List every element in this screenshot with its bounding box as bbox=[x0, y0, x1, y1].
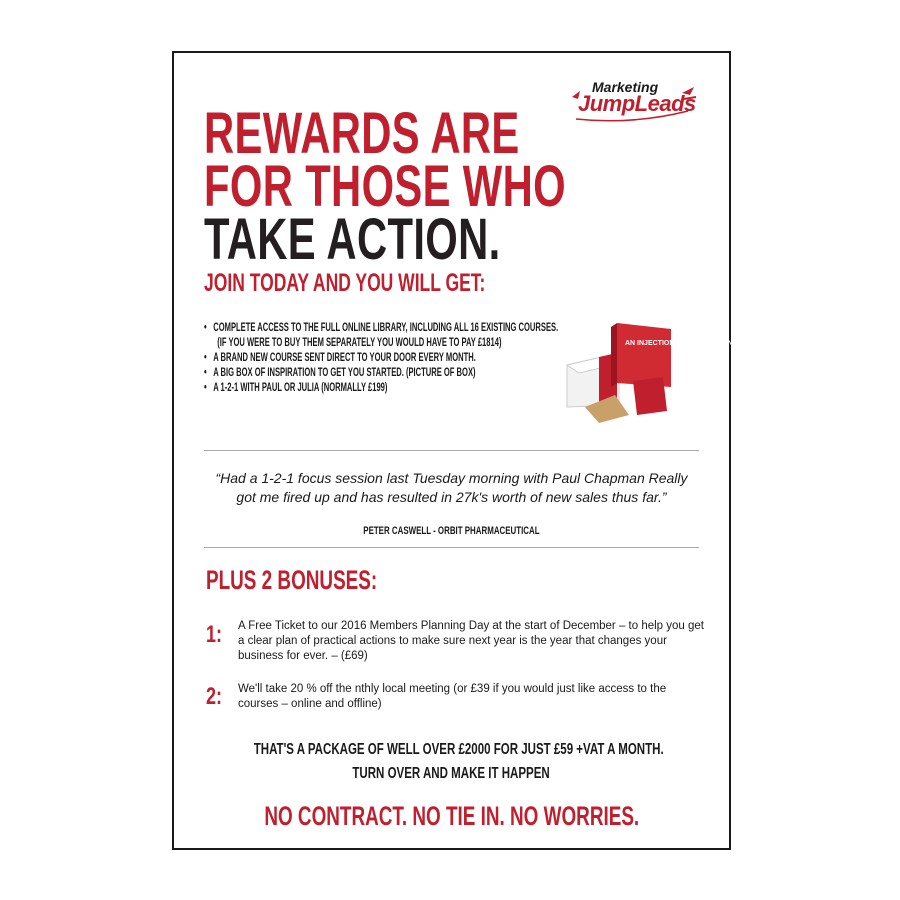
bullet-icon: • bbox=[204, 382, 207, 394]
logo-line-marketing: Marketing bbox=[592, 79, 659, 95]
inspiration-box-image bbox=[559, 315, 733, 425]
bullet-icon: • bbox=[204, 352, 207, 364]
book-cover-text: AN INJECTION OF INSPIRATION bbox=[625, 340, 733, 347]
benefit-text: A BRAND NEW COURSE SENT DIRECT TO YOUR DOOR EVERY MONTH. bbox=[213, 352, 476, 364]
testimonial-attribution: PETER CASWELL - ORBIT PHARMACEUTICAL bbox=[363, 525, 540, 537]
benefit-item bbox=[204, 351, 583, 366]
benefit-text: A 1-2-1 WITH PAUL OR JULIA (NORMALLY £199) bbox=[213, 382, 388, 394]
closing-wrap bbox=[174, 801, 729, 832]
benefit-text: A BIG BOX OF INSPIRATION TO GET YOU STARTED. (PICTURE OF BOX) bbox=[213, 367, 476, 379]
package-line-1-wrap bbox=[174, 741, 729, 759]
bonus-number-1: 1: bbox=[206, 621, 223, 648]
package-line-2: TURN OVER AND MAKE IT HAPPEN bbox=[352, 765, 551, 782]
benefit-item bbox=[204, 381, 583, 396]
benefit-text: COMPLETE ACCESS TO THE FULL ONLINE LIBRARY, INCLUDING ALL 16 EXISTING COURSES. bbox=[213, 322, 559, 334]
package-line-1: THAT'S A PACKAGE OF WELL OVER £2000 FOR JUST £59 +VAT A MONTH. bbox=[253, 741, 664, 758]
benefit-item bbox=[204, 366, 583, 381]
testimonial-attribution-wrap bbox=[174, 521, 729, 539]
bonus-text-1: A Free Ticket to our 2016 Members Planning Day at the start of December – to help you get a clear plan of practical actions to make sure next year is the year that changes your business for ever. – (£69) bbox=[238, 620, 704, 662]
benefit-item bbox=[204, 321, 583, 336]
package-line-2-wrap bbox=[174, 765, 729, 783]
logo-line-jumpleads: JumpLeads bbox=[578, 91, 696, 116]
headline-line-1: REWARDS ARE bbox=[204, 101, 520, 166]
bonus-number-2: 2: bbox=[206, 683, 223, 710]
closing-tagline: NO CONTRACT. NO TIE IN. NO WORRIES. bbox=[264, 801, 639, 831]
bullet-icon: • bbox=[204, 367, 207, 379]
benefit-item-continuation bbox=[204, 336, 587, 351]
testimonial-quote: “Had a 1-2-1 focus session last Tuesday morning with Paul Chapman Really got me fired up and has resulted in 27k's worth of new sales thus far.” bbox=[215, 470, 688, 505]
headline-line-3: TAKE ACTION. bbox=[204, 207, 501, 272]
bonuses-heading: PLUS 2 BONUSES: bbox=[206, 565, 378, 595]
benefits-list bbox=[204, 321, 584, 396]
bullet-icon: • bbox=[204, 322, 207, 334]
divider-bottom bbox=[204, 547, 699, 548]
benefit-text: (IF YOU WERE TO BUY THEM SEPARATELY YOU WOULD HAVE TO PAY £1814) bbox=[217, 337, 502, 349]
divider-top bbox=[204, 450, 699, 451]
headline-line-2: FOR THOSE WHO bbox=[204, 154, 566, 219]
join-subheading: JOIN TODAY AND YOU WILL GET: bbox=[204, 269, 486, 297]
bonus-text-2: We'll take 20 % off the nthly local meeting (or £39 if you would just like access to the courses – online and offline) bbox=[238, 683, 667, 710]
flyer-page bbox=[172, 51, 731, 850]
